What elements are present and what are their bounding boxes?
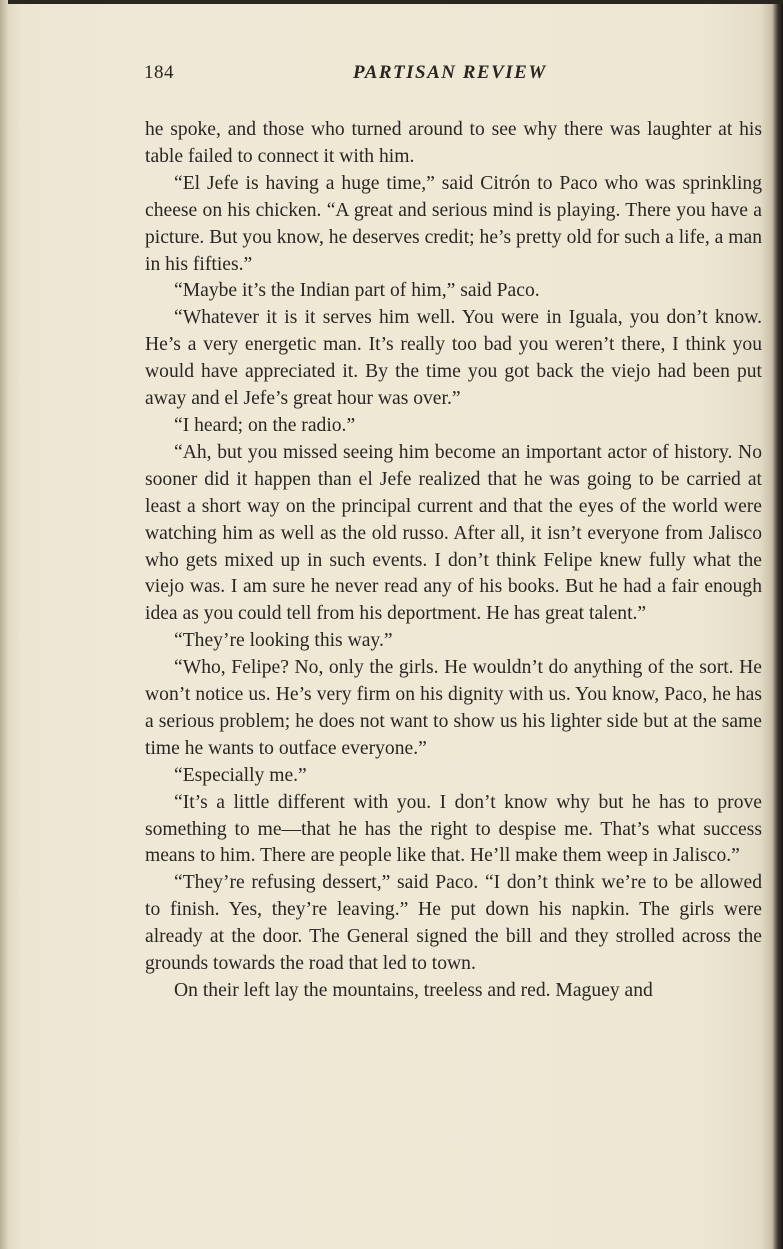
paragraph: “Especially me.” bbox=[174, 764, 307, 786]
paragraph: “Who, Felipe? No, only the girls. He wouldn’t do anything of the sort. He won’t notice us. He’s very firm on his dignity with us. You know, Paco, he has a serious problem; he does not want to show us his lighter side but at the same time he wants to outface everyone.” bbox=[145, 657, 762, 759]
paragraph: “Ah, but you missed seeing him become an important actor of history. No sooner did it happen than el Jefe realized that he was going to be carried at least a short way on the principal current and that the eyes of the world were watching him as well as the old russo. After all, it isn’t everyone from Jalisco who gets mixed up in such events. I don’t think Felipe knew fully what the viejo was. I am sure he never read any of his books. But he had a fair enough idea as you could tell from his deportment. He has great talent.” bbox=[145, 441, 762, 625]
page-header bbox=[144, 62, 762, 92]
paragraph: On their left lay the mountains, treeless and red. Maguey and bbox=[174, 980, 653, 1001]
paragraph: “Maybe it’s the Indian part of him,” said Paco. bbox=[174, 280, 540, 302]
paragraph: “They’re looking this way.” bbox=[174, 630, 393, 652]
paragraph: “El Jefe is having a huge time,” said Citrón to Paco who was sprinkling cheese on his chicken. “A great and serious mind is playing. There you have a picture. But you know, he deserves credit; he’s pretty old for such a life, a man in his fifties.” bbox=[145, 172, 762, 275]
page-top-edge bbox=[0, 0, 783, 4]
running-title: PARTISAN REVIEW bbox=[353, 62, 547, 83]
page-number: 184 bbox=[144, 62, 174, 83]
paragraph: “They’re refusing dessert,” said Paco. “I don’t think we’re to be allowed to finish. Yes, they’re leaving.” He put down his napkin. The girls were already at the door. The General signed the bill and they strolled across the grounds towards the road that led to town. bbox=[145, 872, 762, 975]
paragraph: he spoke, and those who turned around to see why there was laughter at his table failed to connect it with him. bbox=[145, 119, 762, 167]
paragraph: “Whatever it is it serves him well. You were in Iguala, you don’t know. He’s a very energetic man. It’s really too bad you weren’t there, I think you would have appreciated it. By the time you got back the viejo had been put away and el Jefe’s great hour was over.” bbox=[145, 307, 762, 410]
page-gutter-edge bbox=[0, 0, 8, 1249]
paragraph: “It’s a little different with you. I don’t know why but he has to prove something to me—that he has the right to despise me. That’s what success means to him. There are people like that. He’ll make them weep in Jalisco.” bbox=[145, 791, 762, 867]
paragraph: “I heard; on the radio.” bbox=[174, 414, 356, 436]
page-body bbox=[145, 117, 762, 1005]
